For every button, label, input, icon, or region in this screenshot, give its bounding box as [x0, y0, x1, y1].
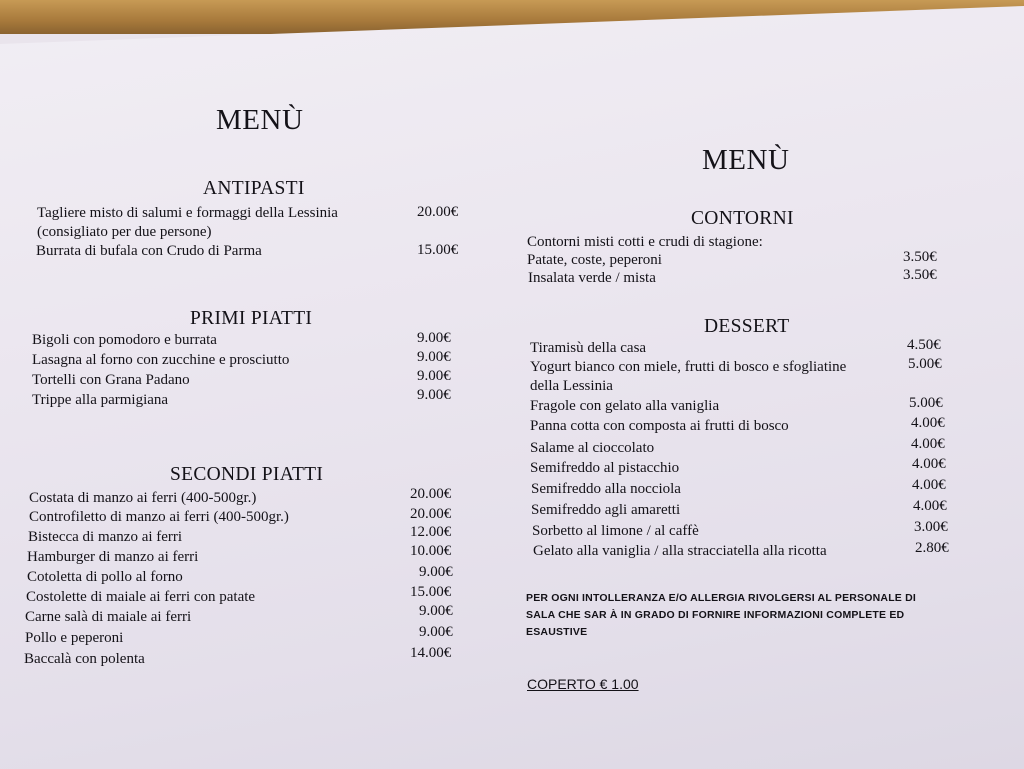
dessert-item-name: Yogurt bianco con miele, frutti di bosco e sfogliatine	[530, 359, 847, 375]
secondi-item-price: 20.00€	[410, 486, 452, 502]
primi-item-name: Tortelli con Grana Padano	[32, 372, 190, 388]
left-menu-column	[0, 0, 480, 769]
right-menu-column	[500, 0, 1024, 769]
secondi-item-name: Cotoletta di pollo al forno	[27, 569, 183, 585]
secondi-item-name: Costolette di maiale ai ferri con patate	[26, 589, 256, 605]
allergy-notice-line: ESAUSTIVE	[526, 626, 588, 638]
antipasti-item-name: Burrata di bufala con Crudo di Parma	[36, 243, 262, 259]
dessert-item-name: Gelato alla vaniglia / alla stracciatella alla ricotta	[533, 543, 827, 559]
left-menu-title: MENÙ	[216, 104, 304, 136]
dessert-item-name: Panna cotta con composta ai frutti di bosco	[530, 418, 789, 434]
dessert-item-name: della Lessinia	[530, 378, 613, 394]
primi-item-price: 9.00€	[417, 368, 451, 384]
primi-heading: PRIMI PIATTI	[190, 308, 313, 329]
secondi-item-price: 14.00€	[410, 645, 452, 661]
secondi-heading: SECONDI PIATTI	[170, 464, 324, 485]
secondi-item-name: Carne salà di maiale ai ferri	[25, 609, 192, 625]
dessert-item-name: Sorbetto al limone / al caffè	[532, 523, 699, 539]
dessert-item-price: 4.50€	[907, 337, 941, 353]
dessert-item-price: 4.00€	[911, 436, 945, 452]
secondi-item-price: 15.00€	[410, 584, 452, 600]
secondi-item-name: Hamburger di manzo ai ferri	[27, 549, 199, 565]
dessert-item-price: 3.00€	[914, 519, 948, 535]
primi-item-price: 9.00€	[417, 349, 451, 365]
contorni-item-name: Patate, coste, peperoni	[527, 252, 662, 268]
secondi-item-price: 20.00€	[410, 506, 452, 522]
dessert-item-name: Salame al cioccolato	[530, 440, 655, 456]
dessert-item-name: Semifreddo agli amaretti	[531, 502, 681, 518]
dessert-item-price: 2.80€	[915, 540, 949, 556]
primi-item-name: Lasagna al forno con zucchine e prosciutto	[32, 352, 290, 368]
coperto-charge: COPERTO € 1.00	[527, 676, 639, 692]
dessert-item-price: 4.00€	[912, 456, 946, 472]
antipasti-item-price: 20.00€	[417, 204, 459, 220]
dessert-heading: DESSERT	[704, 316, 790, 337]
primi-item-price: 9.00€	[417, 330, 451, 346]
allergy-notice-line	[526, 590, 958, 607]
contorni-item-price: 3.50€	[903, 249, 937, 265]
secondi-item-name: Baccalà con polenta	[24, 651, 145, 667]
antipasti-item-name: (consigliato per due persone)	[37, 224, 212, 240]
allergy-notice-line: SALA CHE SAR À IN GRADO DI FORNIRE INFORMAZIONI COMPLETE ED	[526, 609, 905, 621]
secondi-item-name: Controfiletto di manzo ai ferri (400-500gr.)	[29, 509, 289, 525]
contorni-item-price: 3.50€	[903, 267, 937, 283]
contorni-item-name: Contorni misti cotti e crudi di stagione:	[527, 234, 763, 250]
allergy-notice	[526, 590, 958, 641]
secondi-item-price: 10.00€	[410, 543, 452, 559]
antipasti-item-price: 15.00€	[417, 242, 459, 258]
dessert-item-price: 4.00€	[913, 498, 947, 514]
secondi-item-name: Costata di manzo ai ferri (400-500gr.)	[29, 490, 257, 506]
allergy-notice-text: PER OGNI INTOLLERANZA E/O ALLERGIA RIVOLGERSI AL PERSONALE DI	[526, 592, 917, 604]
contorni-item-name: Insalata verde / mista	[528, 270, 656, 286]
secondi-item-price: 9.00€	[419, 624, 453, 640]
dessert-item-name: Semifreddo al pistacchio	[530, 460, 680, 476]
primi-item-name: Bigoli con pomodoro e burrata	[32, 332, 217, 348]
primi-item-price: 9.00€	[417, 387, 451, 403]
dessert-item-name: Tiramisù della casa	[530, 340, 647, 356]
dessert-item-name: Fragole con gelato alla vaniglia	[530, 398, 720, 414]
dessert-item-price: 5.00€	[909, 395, 943, 411]
primi-item-name: Trippe alla parmigiana	[32, 392, 169, 408]
secondi-item-name: Pollo e peperoni	[25, 630, 124, 646]
antipasti-heading: ANTIPASTI	[203, 178, 305, 199]
secondi-item-price: 12.00€	[410, 524, 452, 540]
antipasti-item-name: Tagliere misto di salumi e formaggi della Lessinia	[37, 205, 338, 221]
dessert-item-name: Semifreddo alla nocciola	[531, 481, 681, 497]
dessert-item-price: 4.00€	[911, 415, 945, 431]
secondi-item-price: 9.00€	[419, 564, 453, 580]
secondi-item-name: Bistecca di manzo ai ferri	[28, 529, 183, 545]
secondi-item-price: 9.00€	[419, 603, 453, 619]
right-menu-title: MENÙ	[702, 144, 790, 176]
dessert-item-price: 4.00€	[912, 477, 946, 493]
contorni-heading: CONTORNI	[691, 208, 794, 229]
dessert-item-price: 5.00€	[908, 356, 942, 372]
